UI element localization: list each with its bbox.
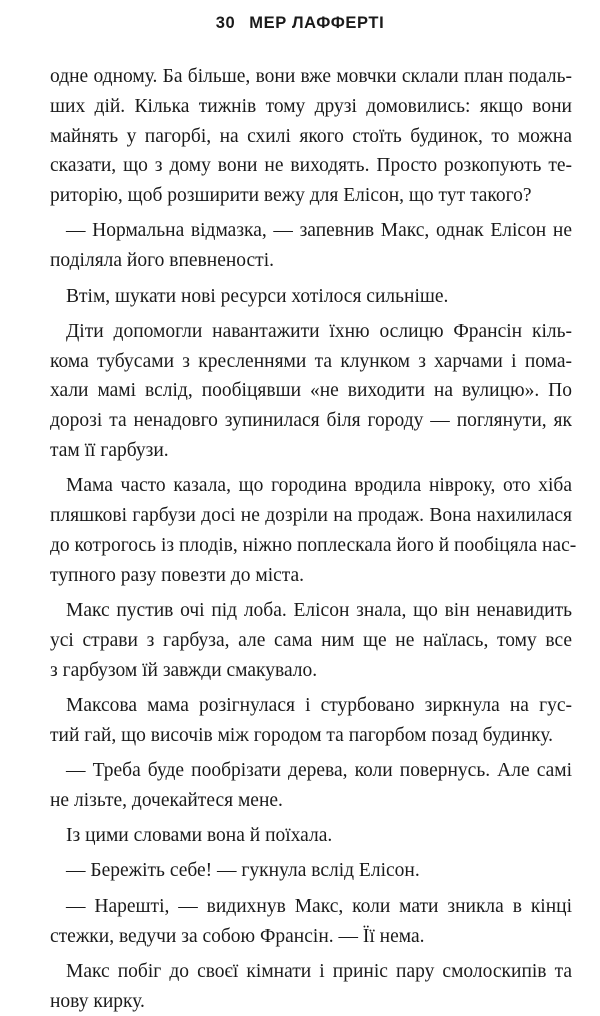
text-line: хали мамі вслід, пообіцявши «не виходити на вулицю». По (50, 380, 572, 402)
paragraph (50, 282, 572, 312)
paragraph (50, 596, 572, 685)
text-line: одне одному. Ба більше, вони вже мовчки склали план подаль- (50, 66, 572, 87)
paragraph (50, 821, 572, 851)
text-line: риторію, щоб розширити вежу для Елісон, що тут такого? (50, 185, 532, 207)
text-line: там її гарбузи. (50, 440, 169, 462)
paragraph (50, 471, 577, 590)
text-line: з гарбузом їй завжди смакувало. (50, 659, 318, 681)
text-line: Макс пустив очі під лоба. Елісон знала, що він ненавидить (66, 600, 572, 622)
text-line: — Нарешті, — видихнув Макс, коли мати зникла в кінці (66, 895, 572, 917)
text-line: Діти допомогли навантажити їхню ослицю Франсін кіль- (66, 320, 572, 342)
paragraph (50, 957, 572, 1016)
paragraph (50, 317, 572, 466)
text-line: Мама часто казала, що городина вродила нівроку, ото хіба (66, 475, 572, 497)
text-line: — Треба буде пообрізати дерева, коли повернусь. Але самі (66, 760, 572, 782)
paragraph (50, 216, 572, 276)
text-line: — Нормальна відмазка, — запевнив Макс, однак Елісон не (66, 220, 572, 242)
page-number: 30 (215, 14, 236, 32)
text-line: Втім, шукати нові ресурси хотілося сильніше. (66, 285, 449, 307)
text-line: тупного разу повезти до міста. (50, 564, 305, 586)
paragraph (50, 756, 572, 816)
text-line: тий гай, що височів між городом та пагорбом позад будинку. (50, 724, 554, 746)
text-line: поділяла його впевненості. (50, 250, 274, 272)
text-line: до котрогось із плодів, ніжно поплескала його й пообіцяла нас- (50, 534, 577, 556)
text-line: сказати, що з дому вони не виходять. Просто розкопують те- (50, 155, 572, 177)
paragraph (50, 691, 572, 751)
text-line: Із цими словами вона й поїхала. (66, 825, 333, 847)
text-line: Максова мама розігнулася і стурбовано зиркнула на гус- (66, 694, 572, 716)
text-line: стежки, ведучи за собою Франсін. — Її нема. (50, 925, 425, 947)
running-title: МЕР ЛАФФЕРТІ (249, 14, 385, 32)
text-line: нову кирку. (50, 990, 145, 1012)
body-text (50, 62, 577, 1016)
text-line: ших дій. Кілька тижнів тому друзі домовились: якщо вони (50, 95, 572, 117)
text-line: Макс побіг до своєї кімнати і приніс пару смолоскипів та (66, 960, 572, 982)
text-line: дорозі та ненадовго зупинилася біля городу — поглянути, як (50, 410, 572, 432)
text-line: пляшкові гарбузи досі не дозріли на продаж. Вона нахилилася (50, 505, 572, 527)
text-line: усі страви з гарбуза, але сама ним ще не наїлась, тому все (50, 629, 572, 651)
text-line: кома тубусами з кресленнями та клунком з харчами і пома- (50, 350, 572, 372)
paragraph (50, 892, 572, 952)
text-line: не лізьте, дочекайтеся мене. (50, 789, 283, 811)
text-line: майнять у пагорбі, на схилі якого стоїть будинок, то можна (50, 125, 572, 147)
paragraph (50, 62, 572, 211)
text-line: — Бережіть себе! — гукнула вслід Елісон. (66, 860, 420, 882)
running-head (0, 14, 600, 33)
paragraph (50, 856, 572, 886)
